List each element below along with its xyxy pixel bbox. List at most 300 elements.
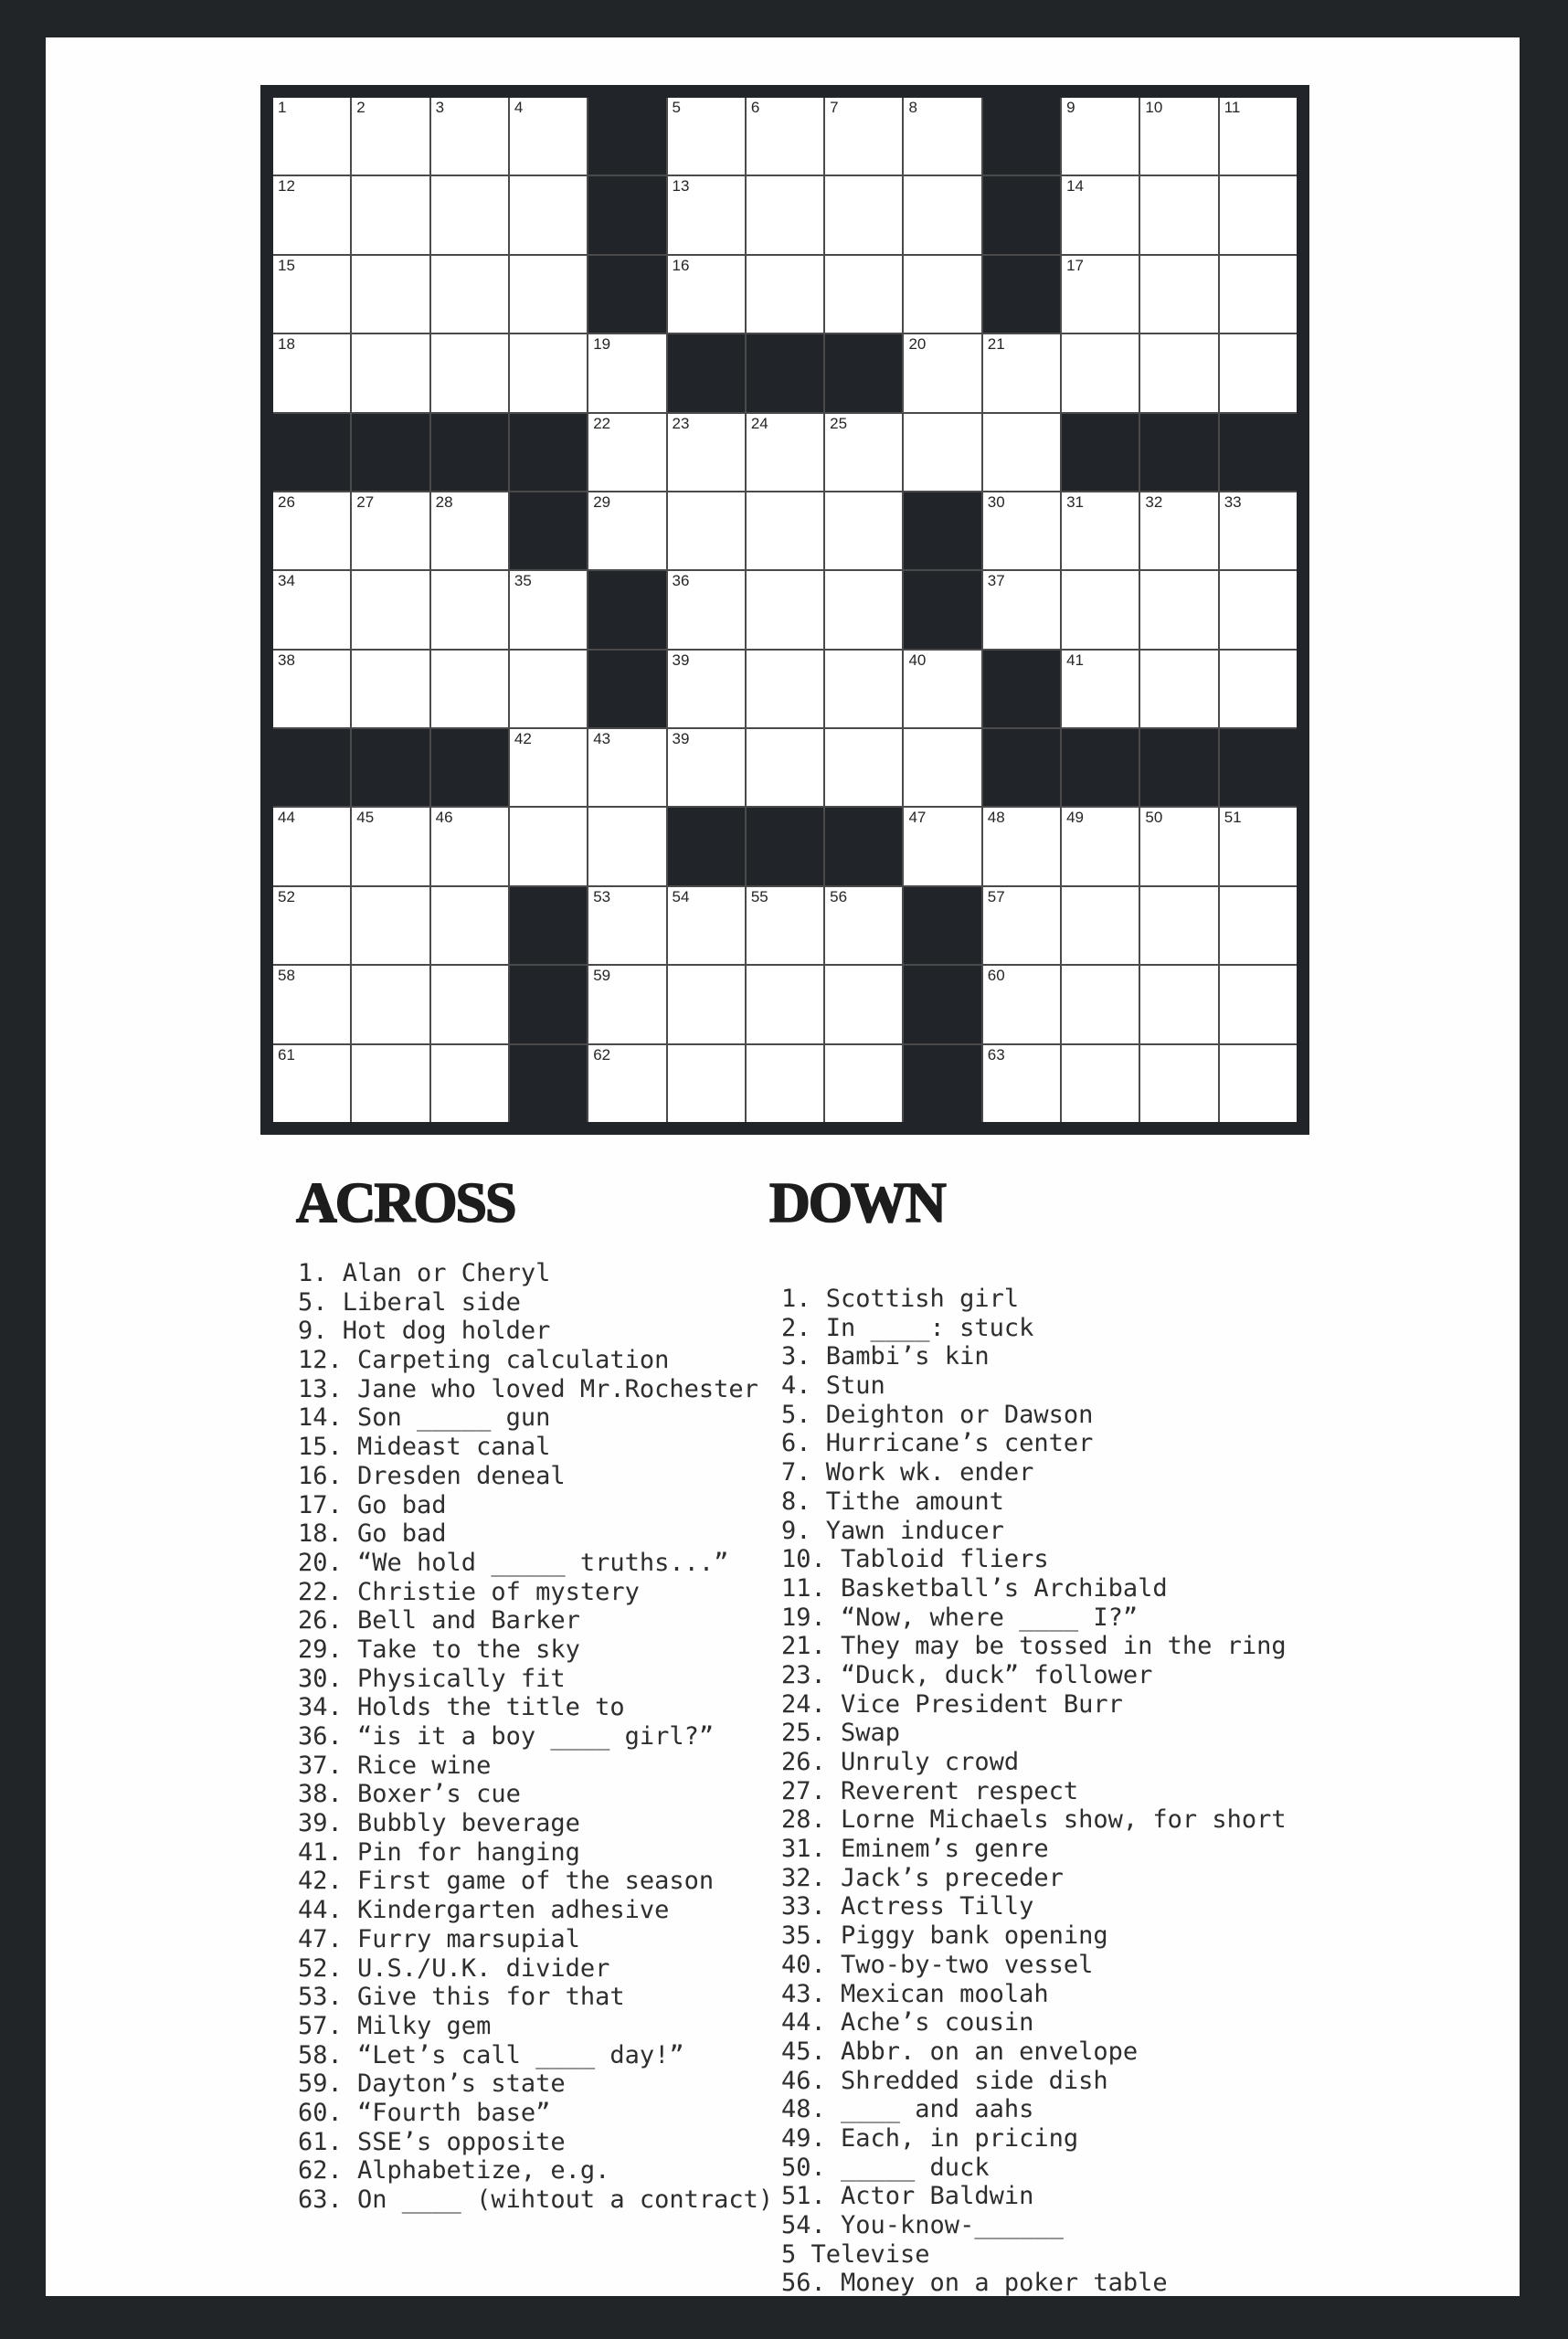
cell-number: 23 <box>672 414 690 432</box>
grid-cell-r1c13[interactable] <box>1220 98 1297 175</box>
across-clue-item: 14. Son _____ gun <box>298 1403 551 1433</box>
cell-number: 63 <box>987 1045 1005 1064</box>
cell-number: 11 <box>1224 99 1241 116</box>
grid-cell-r12c1[interactable] <box>273 966 350 1042</box>
grid-cell-r2c7[interactable] <box>747 176 823 253</box>
grid-cell-r11c12[interactable] <box>1140 887 1217 964</box>
across-clue-item: 39. Bubbly beverage <box>298 1809 580 1838</box>
across-clue-item: 17. Go bad <box>298 1490 447 1519</box>
cell-number: 13 <box>672 177 690 196</box>
cell-number: 50 <box>1145 809 1163 827</box>
grid-cell-r5c6[interactable] <box>668 414 745 491</box>
grid-cell-r10c9[interactable] <box>904 808 980 884</box>
cell-number: 6 <box>750 99 760 116</box>
grid-cell-r11c3[interactable] <box>431 887 508 964</box>
grid-cell-r1c2[interactable] <box>352 98 429 175</box>
grid-cell-r2c1[interactable] <box>273 176 350 253</box>
across-clue-item: 5. Liberal side <box>298 1287 521 1317</box>
grid-cell-r8c8[interactable] <box>825 651 902 727</box>
down-clue-item: 5 Televise <box>781 2239 930 2269</box>
grid-cell-r4c11[interactable] <box>1062 334 1139 411</box>
cell-number: 3 <box>435 99 445 116</box>
grid-cell-r7c13[interactable] <box>1220 571 1297 648</box>
grid-black-cell <box>588 176 665 253</box>
grid-cell-r13c2[interactable] <box>352 1045 429 1122</box>
cell-number: 10 <box>1145 99 1163 116</box>
grid-cell-r11c5[interactable] <box>588 887 665 964</box>
cell-number: 17 <box>1066 256 1084 274</box>
grid-cell-r4c2[interactable] <box>352 334 429 411</box>
grid-cell-r8c6[interactable] <box>668 651 745 727</box>
grid-black-cell <box>588 651 665 727</box>
grid-cell-r2c12[interactable] <box>1140 176 1217 253</box>
cell-number: 45 <box>356 809 375 827</box>
across-clue-item: 13. Jane who loved Mr.Rochester <box>298 1374 758 1403</box>
grid-black-cell <box>983 176 1060 253</box>
grid-cell-r6c5[interactable] <box>588 492 665 569</box>
grid-cell-r12c11[interactable] <box>1062 966 1139 1042</box>
puzzle-page <box>46 37 1520 2296</box>
grid-cell-r8c13[interactable] <box>1220 651 1297 727</box>
down-clue-item: 21. They may be tossed in the ring <box>781 1632 1287 1661</box>
grid-cell-r7c1[interactable] <box>273 571 350 648</box>
grid-cell-r8c9[interactable] <box>904 651 980 727</box>
grid-cell-r10c1[interactable] <box>273 808 350 884</box>
grid-cell-r3c13[interactable] <box>1220 256 1297 333</box>
grid-cell-r10c12[interactable] <box>1140 808 1217 884</box>
down-clue-item: 9. Yawn inducer <box>781 1516 1004 1545</box>
grid-black-cell <box>431 414 508 491</box>
grid-black-cell <box>747 808 823 884</box>
grid-black-cell <box>1140 414 1217 491</box>
down-clue-item: 6. Hurricane’s center <box>781 1429 1094 1458</box>
grid-black-cell <box>904 887 980 964</box>
across-clue-item: 1. Alan or Cheryl <box>298 1259 551 1287</box>
grid-black-cell <box>273 414 350 491</box>
grid-cell-r3c7[interactable] <box>747 256 823 333</box>
across-clue-item: 34. Holds the title to <box>298 1693 625 1722</box>
grid-black-cell <box>352 729 429 806</box>
grid-cell-r12c10[interactable] <box>983 966 1060 1042</box>
down-clue-item: 31. Eminem’s genre <box>781 1835 1049 1864</box>
grid-cell-r13c6[interactable] <box>668 1045 745 1122</box>
cell-number: 7 <box>830 99 839 116</box>
cell-number: 27 <box>356 492 375 511</box>
grid-cell-r11c2[interactable] <box>352 887 429 964</box>
across-heading: ACROSS <box>296 1172 515 1234</box>
grid-cell-r3c3[interactable] <box>431 256 508 333</box>
grid-cell-r13c12[interactable] <box>1140 1045 1217 1122</box>
grid-black-cell <box>668 808 745 884</box>
across-clue-item: 52. U.S./U.K. divider <box>298 1953 610 1983</box>
across-clue-item: 53. Give this for that <box>298 1983 625 2012</box>
down-clue-item: 35. Piggy bank opening <box>781 1921 1108 1951</box>
grid-cell-r3c8[interactable] <box>825 256 902 333</box>
cell-number: 49 <box>1066 809 1084 827</box>
grid-cell-r6c8[interactable] <box>825 492 902 569</box>
grid-cell-r2c2[interactable] <box>352 176 429 253</box>
grid-cell-r2c11[interactable] <box>1062 176 1139 253</box>
grid-cell-r1c8[interactable] <box>825 98 902 175</box>
cell-number: 30 <box>987 492 1005 511</box>
across-clue-item: 26. Bell and Barker <box>298 1606 580 1635</box>
grid-cell-r12c5[interactable] <box>588 966 665 1042</box>
grid-cell-r6c1[interactable] <box>273 492 350 569</box>
grid-cell-r12c13[interactable] <box>1220 966 1297 1042</box>
across-clue-item: 57. Milky gem <box>298 2011 492 2040</box>
grid-cell-r13c8[interactable] <box>825 1045 902 1122</box>
grid-cell-r5c9[interactable] <box>904 414 980 491</box>
grid-black-cell <box>510 1045 587 1122</box>
grid-cell-r4c1[interactable] <box>273 334 350 411</box>
grid-cell-r10c3[interactable] <box>431 808 508 884</box>
crossword-grid <box>260 85 1309 1135</box>
grid-cell-r9c5[interactable] <box>588 729 665 806</box>
cell-number: 25 <box>830 414 848 432</box>
cell-number: 51 <box>1224 809 1242 827</box>
grid-cell-r6c11[interactable] <box>1062 492 1139 569</box>
grid-cell-r7c4[interactable] <box>510 571 587 648</box>
cell-number: 38 <box>278 651 295 669</box>
grid-cell-r6c12[interactable] <box>1140 492 1217 569</box>
cell-number: 48 <box>987 809 1005 827</box>
grid-black-cell <box>983 98 1060 175</box>
grid-black-cell <box>825 808 902 884</box>
cell-number: 22 <box>593 414 611 432</box>
grid-cell-r11c13[interactable] <box>1220 887 1297 964</box>
grid-cell-r3c12[interactable] <box>1140 256 1217 333</box>
cell-number: 15 <box>278 256 295 274</box>
grid-black-cell <box>510 492 587 569</box>
grid-black-cell <box>510 887 587 964</box>
grid-cell-r10c4[interactable] <box>510 808 587 884</box>
down-heading: DOWN <box>769 1172 945 1234</box>
grid-cell-r2c9[interactable] <box>904 176 980 253</box>
grid-cell-r4c4[interactable] <box>510 334 587 411</box>
down-clue-item: 11. Basketball’s Archibald <box>781 1573 1168 1603</box>
grid-cell-r12c3[interactable] <box>431 966 508 1042</box>
grid-cell-r4c3[interactable] <box>431 334 508 411</box>
across-clues-list <box>298 1259 773 2215</box>
grid-cell-r3c2[interactable] <box>352 256 429 333</box>
down-clue-item: 54. You-know-______ <box>781 2211 1064 2239</box>
grid-cell-r2c4[interactable] <box>510 176 587 253</box>
across-clue-item: 9. Hot dog holder <box>298 1317 551 1346</box>
cell-number: 42 <box>514 730 532 748</box>
across-clue-item: 44. Kindergarten adhesive <box>298 1896 670 1925</box>
across-clue-item: 29. Take to the sky <box>298 1635 580 1664</box>
down-clue-item: 25. Swap <box>781 1719 901 1748</box>
down-clues-list <box>781 1285 1287 2298</box>
down-clue-item: 45. Abbr. on an envelope <box>781 2037 1139 2066</box>
grid-cell-r9c7[interactable] <box>747 729 823 806</box>
down-clue-item: 32. Jack’s preceder <box>781 1863 1064 1892</box>
grid-cell-r1c11[interactable] <box>1062 98 1139 175</box>
down-clue-item: 33. Actress Tilly <box>781 1892 1034 1921</box>
grid-cell-r1c4[interactable] <box>510 98 587 175</box>
cell-number: 44 <box>278 809 295 827</box>
grid-cell-r13c5[interactable] <box>588 1045 665 1122</box>
grid-cell-r12c12[interactable] <box>1140 966 1217 1042</box>
grid-cell-r7c11[interactable] <box>1062 571 1139 648</box>
grid-black-cell <box>1220 729 1297 806</box>
cell-number: 37 <box>987 572 1005 590</box>
grid-cell-r10c5[interactable] <box>588 808 665 884</box>
grid-black-cell <box>983 729 1060 806</box>
grid-cell-r7c2[interactable] <box>352 571 429 648</box>
grid-cell-r4c9[interactable] <box>904 334 980 411</box>
grid-black-cell <box>904 1045 980 1122</box>
cell-number: 26 <box>278 492 295 511</box>
grid-cell-r4c5[interactable] <box>588 334 665 411</box>
cell-number: 41 <box>1066 651 1084 669</box>
grid-cell-r10c13[interactable] <box>1220 808 1297 884</box>
grid-cell-r9c6[interactable] <box>668 729 745 806</box>
across-clue-item: 38. Boxer’s cue <box>298 1780 521 1809</box>
grid-cell-r10c11[interactable] <box>1062 808 1139 884</box>
down-clue-item: 10. Tabloid fliers <box>781 1545 1049 1574</box>
grid-black-cell <box>1220 414 1297 491</box>
grid-cell-r7c8[interactable] <box>825 571 902 648</box>
down-clue-item: 49. Each, in pricing <box>781 2123 1079 2153</box>
cell-number: 24 <box>750 414 768 432</box>
grid-cell-r12c8[interactable] <box>825 966 902 1042</box>
grid-cell-r7c10[interactable] <box>983 571 1060 648</box>
grid-cell-r5c8[interactable] <box>825 414 902 491</box>
grid-cell-r8c3[interactable] <box>431 651 508 727</box>
across-clue-item: 59. Dayton’s state <box>298 2069 566 2099</box>
down-clue-item: 3. Bambi’s kin <box>781 1342 990 1371</box>
down-clue-item: 19. “Now, where ____ I?” <box>781 1603 1139 1632</box>
down-clue-item: 51. Actor Baldwin <box>781 2182 1034 2211</box>
down-clue-item: 40. Two-by-two vessel <box>781 1950 1094 1979</box>
across-clue-item: 22. Christie of mystery <box>298 1577 640 1606</box>
across-clue-item: 37. Rice wine <box>298 1751 492 1780</box>
cell-number: 36 <box>672 572 690 590</box>
cell-number: 61 <box>278 1045 295 1064</box>
cell-number: 53 <box>593 887 611 905</box>
cell-number: 39 <box>672 730 690 748</box>
cell-number: 35 <box>514 572 532 590</box>
cell-number: 2 <box>356 99 366 116</box>
cell-number: 62 <box>593 1045 611 1064</box>
grid-black-cell <box>510 966 587 1042</box>
grid-cell-r2c6[interactable] <box>668 176 745 253</box>
cell-number: 34 <box>278 572 295 590</box>
cell-number: 4 <box>514 99 524 116</box>
grid-cell-r4c10[interactable] <box>983 334 1060 411</box>
grid-cell-r1c6[interactable] <box>668 98 745 175</box>
down-clue-item: 1. Scottish girl <box>781 1285 1020 1313</box>
grid-cell-r7c6[interactable] <box>668 571 745 648</box>
cell-number: 16 <box>672 256 690 274</box>
grid-cell-r11c8[interactable] <box>825 887 902 964</box>
grid-cell-r3c11[interactable] <box>1062 256 1139 333</box>
grid-black-cell <box>747 334 823 411</box>
cell-number: 14 <box>1066 177 1084 196</box>
grid-black-cell <box>1062 729 1139 806</box>
grid-cell-r11c10[interactable] <box>983 887 1060 964</box>
cell-number: 60 <box>987 967 1005 985</box>
cell-number: 28 <box>435 492 453 511</box>
down-clue-item: 48. ____ and aahs <box>781 2095 1034 2124</box>
grid-cell-r8c11[interactable] <box>1062 651 1139 727</box>
across-clue-item: 60. “Fourth base” <box>298 2098 551 2127</box>
grid-cell-r6c10[interactable] <box>983 492 1060 569</box>
grid-cell-r8c12[interactable] <box>1140 651 1217 727</box>
grid-cell-r11c11[interactable] <box>1062 887 1139 964</box>
grid-cell-r12c7[interactable] <box>747 966 823 1042</box>
cell-number: 43 <box>593 730 611 748</box>
across-clue-item: 47. Furry marsupial <box>298 1924 580 1953</box>
down-clue-item: 4. Stun <box>781 1371 885 1401</box>
grid-cell-r9c8[interactable] <box>825 729 902 806</box>
grid-cell-r8c7[interactable] <box>747 651 823 727</box>
cell-number: 59 <box>593 967 611 985</box>
across-clue-item: 62. Alphabetize, e.g. <box>298 2156 610 2186</box>
grid-cell-r1c12[interactable] <box>1140 98 1217 175</box>
down-clue-item: 26. Unruly crowd <box>781 1748 1020 1776</box>
cell-number: 56 <box>830 887 848 905</box>
cell-number: 9 <box>1066 99 1075 116</box>
across-clue-item: 42. First game of the season <box>298 1867 715 1896</box>
down-clue-item: 43. Mexican moolah <box>781 1979 1049 2008</box>
grid-cell-r13c1[interactable] <box>273 1045 350 1122</box>
across-clue-item: 61. SSE’s opposite <box>298 2127 566 2156</box>
grid-cell-r2c3[interactable] <box>431 176 508 253</box>
grid-cell-r13c11[interactable] <box>1062 1045 1139 1122</box>
grid-cell-r3c9[interactable] <box>904 256 980 333</box>
down-clue-item: 44. Ache’s cousin <box>781 2008 1034 2037</box>
cell-number: 18 <box>278 335 295 354</box>
grid-cell-r9c9[interactable] <box>904 729 980 806</box>
cell-number: 54 <box>672 887 690 905</box>
grid-cell-r12c2[interactable] <box>352 966 429 1042</box>
grid-cell-r12c6[interactable] <box>668 966 745 1042</box>
grid-cell-r6c7[interactable] <box>747 492 823 569</box>
across-clue-item: 63. On ____ (wihtout a contract) <box>298 2186 774 2214</box>
down-clue-item: 23. “Duck, duck” follower <box>781 1660 1153 1689</box>
grid-cell-r7c7[interactable] <box>747 571 823 648</box>
grid-cell-r13c7[interactable] <box>747 1045 823 1122</box>
cell-number: 32 <box>1145 492 1163 511</box>
grid-cell-r2c8[interactable] <box>825 176 902 253</box>
grid-cell-r10c10[interactable] <box>983 808 1060 884</box>
grid-black-cell <box>1140 729 1217 806</box>
grid-black-cell <box>352 414 429 491</box>
grid-black-cell <box>588 98 665 175</box>
down-clue-item: 24. Vice President Burr <box>781 1689 1123 1719</box>
grid-cell-r13c13[interactable] <box>1220 1045 1297 1122</box>
cell-number: 47 <box>908 809 927 827</box>
grid-cell-r13c10[interactable] <box>983 1045 1060 1122</box>
grid-cell-r13c3[interactable] <box>431 1045 508 1122</box>
grid-cell-r2c13[interactable] <box>1220 176 1297 253</box>
grid-black-cell <box>431 729 508 806</box>
down-clue-item: 2. In ____: stuck <box>781 1313 1034 1342</box>
across-clue-item: 58. “Let’s call ____ day!” <box>298 2040 684 2069</box>
cell-number: 12 <box>278 177 295 196</box>
grid-black-cell <box>668 334 745 411</box>
grid-cell-r3c6[interactable] <box>668 256 745 333</box>
grid-black-cell <box>273 729 350 806</box>
grid-cell-r11c7[interactable] <box>747 887 823 964</box>
grid-cell-r1c1[interactable] <box>273 98 350 175</box>
grid-cell-r6c2[interactable] <box>352 492 429 569</box>
grid-cell-r3c4[interactable] <box>510 256 587 333</box>
grid-cell-r10c2[interactable] <box>352 808 429 884</box>
cell-number: 1 <box>278 99 287 116</box>
cell-number: 39 <box>672 651 690 669</box>
across-clue-item: 36. “is it a boy ____ girl?” <box>298 1722 715 1751</box>
cell-number: 33 <box>1224 492 1242 511</box>
grid-cell-r5c5[interactable] <box>588 414 665 491</box>
grid-black-cell <box>904 492 980 569</box>
grid-cell-r8c1[interactable] <box>273 651 350 727</box>
across-clue-item: 15. Mideast canal <box>298 1433 551 1462</box>
down-clue-item: 50. _____ duck <box>781 2153 990 2182</box>
grid-cell-r6c13[interactable] <box>1220 492 1297 569</box>
grid-black-cell <box>588 571 665 648</box>
grid-black-cell <box>825 334 902 411</box>
cell-number: 8 <box>908 99 917 116</box>
grid-black-cell <box>588 256 665 333</box>
grid-cell-r9c4[interactable] <box>510 729 587 806</box>
down-clue-item: 28. Lorne Michaels show, for short <box>781 1805 1287 1835</box>
grid-cell-r8c2[interactable] <box>352 651 429 727</box>
across-clue-item: 12. Carpeting calculation <box>298 1346 670 1375</box>
down-clue-item: 5. Deighton or Dawson <box>781 1400 1094 1429</box>
grid-cell-r6c6[interactable] <box>668 492 745 569</box>
grid-cell-r6c3[interactable] <box>431 492 508 569</box>
cell-number: 55 <box>750 887 768 905</box>
crossword-grid-cells <box>273 98 1297 1122</box>
grid-cell-r8c4[interactable] <box>510 651 587 727</box>
grid-cell-r5c10[interactable] <box>983 414 1060 491</box>
across-clue-item: 41. Pin for hanging <box>298 1837 580 1867</box>
cell-number: 52 <box>278 887 295 905</box>
across-clue-item: 20. “We hold _____ truths...” <box>298 1548 729 1577</box>
cell-number: 5 <box>672 99 681 116</box>
grid-cell-r4c12[interactable] <box>1140 334 1217 411</box>
grid-cell-r1c9[interactable] <box>904 98 980 175</box>
cell-number: 20 <box>908 335 927 354</box>
grid-cell-r7c12[interactable] <box>1140 571 1217 648</box>
grid-black-cell <box>510 414 587 491</box>
grid-cell-r1c7[interactable] <box>747 98 823 175</box>
grid-cell-r3c1[interactable] <box>273 256 350 333</box>
across-clue-item: 18. Go bad <box>298 1519 447 1549</box>
grid-cell-r11c1[interactable] <box>273 887 350 964</box>
grid-black-cell <box>1062 414 1139 491</box>
grid-cell-r1c3[interactable] <box>431 98 508 175</box>
grid-black-cell <box>983 651 1060 727</box>
down-clue-item: 8. Tithe amount <box>781 1487 1004 1516</box>
grid-cell-r4c13[interactable] <box>1220 334 1297 411</box>
grid-cell-r7c3[interactable] <box>431 571 508 648</box>
cell-number: 19 <box>593 335 611 354</box>
across-clue-item: 30. Physically fit <box>298 1664 566 1693</box>
down-clue-item: 46. Shredded side dish <box>781 2066 1108 2095</box>
down-clue-item: 56. Money on a poker table <box>781 2269 1168 2298</box>
grid-black-cell <box>983 256 1060 333</box>
down-clue-item: 27. Reverent respect <box>781 1776 1079 1805</box>
cell-number: 46 <box>435 809 453 827</box>
grid-cell-r5c7[interactable] <box>747 414 823 491</box>
grid-black-cell <box>904 571 980 648</box>
down-clue-item: 7. Work wk. ender <box>781 1458 1034 1487</box>
grid-cell-r11c6[interactable] <box>668 887 745 964</box>
